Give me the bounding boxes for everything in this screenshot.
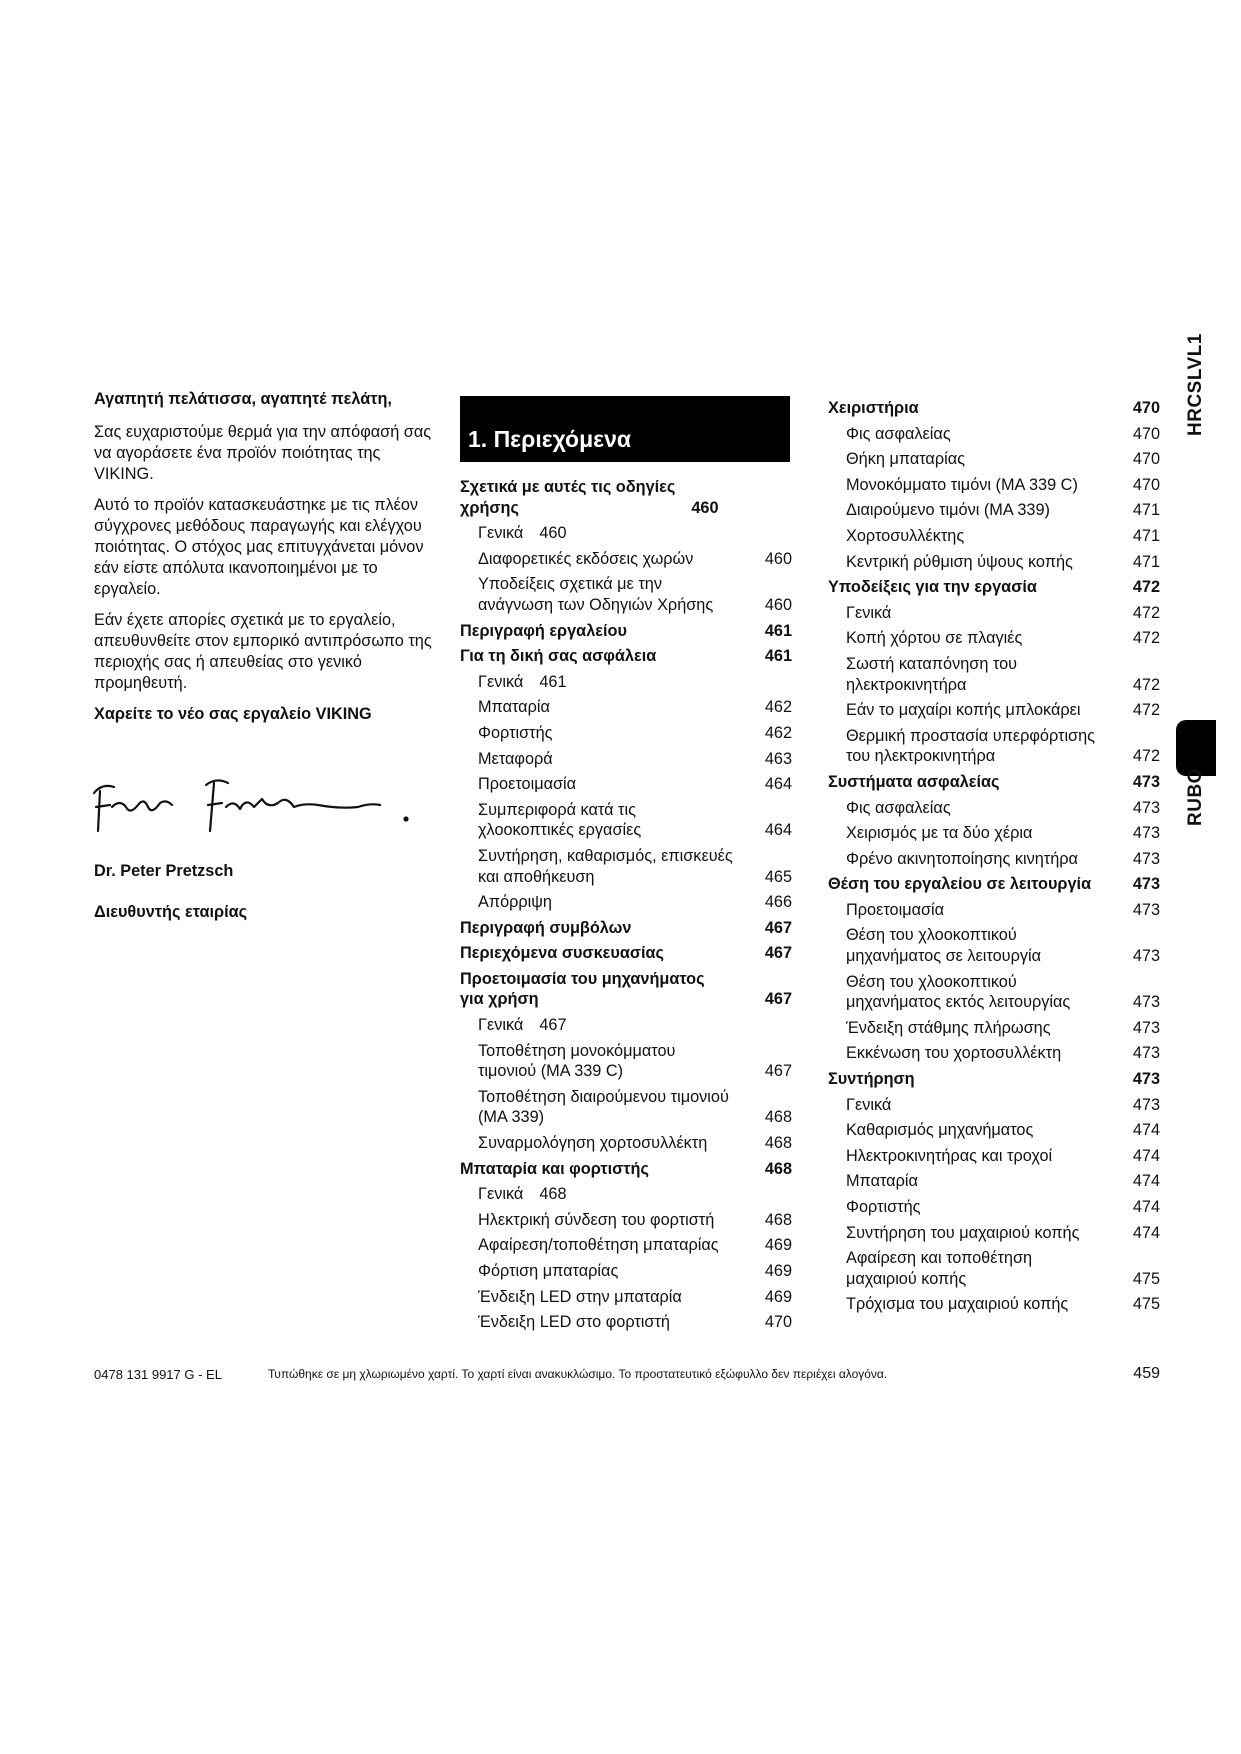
page-number: 459 — [1133, 1365, 1160, 1382]
toc-entry-page: 473 — [1132, 947, 1160, 966]
toc-entry-title: Θέση του εργαλείου σε λειτουργία — [828, 875, 1092, 894]
toc-entry-title: Συναρμολόγηση χορτοσυλλέκτη — [478, 1134, 708, 1153]
page-footer — [94, 1365, 1160, 1389]
toc-entry-page: 473 — [1132, 824, 1160, 843]
toc-entry-page: 461 — [764, 621, 792, 640]
side-label-top: HRCSLVL1 — [1185, 333, 1206, 436]
toc-entry-title: Γενικά — [478, 1016, 524, 1035]
toc-entry-title: Γενικά — [478, 1185, 524, 1204]
toc-entry — [828, 823, 1160, 844]
toc-entry-page: 463 — [764, 749, 792, 768]
toc-entry-page: 462 — [764, 698, 792, 717]
toc-entry — [460, 1287, 792, 1308]
toc-entry-title: Θερμική προστασία υπερφόρτισης του ηλεκτροκινητήρα — [846, 726, 1096, 766]
toc-entry-page: 469 — [764, 1287, 792, 1306]
toc-entry-page: 468 — [539, 1185, 567, 1204]
toc-entry — [460, 774, 792, 795]
toc-entry-title: Ένδειξη στάθμης πλήρωσης — [846, 1018, 1051, 1037]
letter-paragraph-2: Αυτό το προϊόν κατασκευάστηκε με τις πλέον σύγχρονες μεθόδους παραγωγής και ελέγχου ποιότητας. Ο στόχος μας επιτυγχάνεται μόνον εάν είστε απόλυτα ικανοποιημένοι με το εργαλείο. — [94, 496, 424, 598]
toc-entry — [460, 549, 792, 570]
toc-entry-title: Σχετικά με αυτές τις οδηγίες χρήσης — [460, 478, 676, 517]
toc-entry — [460, 1235, 792, 1256]
toc-entry — [828, 726, 1160, 767]
toc-entry-title: Απόρριψη — [478, 893, 552, 912]
toc-entry-title: Προετοιμασία του μηχανήματος για χρήση — [460, 969, 705, 1009]
toc-entry — [828, 925, 1160, 966]
signer-role: Διευθυντής εταιρίας — [94, 903, 248, 921]
toc-entry-title: Συντήρηση του μαχαιριού κοπής — [846, 1223, 1080, 1242]
toc-entry — [828, 1018, 1160, 1039]
toc-entry — [828, 552, 1160, 573]
toc-entry — [828, 398, 1160, 419]
toc-entry-page: 460 — [764, 595, 792, 614]
toc-entry-page: 473 — [1132, 1018, 1160, 1037]
toc-entry — [460, 1184, 792, 1205]
toc-entry-page: 474 — [1132, 1146, 1160, 1165]
toc-entry — [460, 892, 792, 913]
toc-entry-page: 468 — [764, 1108, 792, 1127]
toc-entry-page: 467 — [539, 1016, 567, 1035]
toc-entry-title: Περιγραφή συμβόλων — [460, 918, 632, 937]
handwritten-signature — [90, 769, 430, 839]
toc-entry-title: Διαφορετικές εκδόσεις χωρών — [478, 549, 694, 568]
toc-entry — [460, 1133, 792, 1154]
toc-entry-title: Συντήρηση — [828, 1070, 915, 1089]
toc-entry — [828, 1120, 1160, 1141]
toc-entry-page: 472 — [1132, 578, 1160, 597]
toc-entry-page: 467 — [764, 990, 792, 1009]
toc-entry-title: Θέση του χλοοκοπτικού μηχανήματος σε λειτουργία — [846, 926, 1042, 966]
toc-entry-title: Γενικά — [846, 1095, 892, 1114]
toc-entry-title: Φις ασφαλείας — [846, 798, 951, 817]
toc-entry — [460, 523, 792, 544]
welcome-letter — [94, 389, 434, 933]
toc-entry-page: 460 — [539, 524, 567, 543]
toc-entry-page: 467 — [764, 918, 792, 937]
toc-entry-page: 473 — [1132, 900, 1160, 919]
toc-entry-page: 472 — [1132, 675, 1160, 694]
toc-entry-title: Προετοιμασία — [846, 900, 945, 919]
toc-entry — [828, 972, 1160, 1013]
toc-entry-title: Φόρτιση μπαταρίας — [478, 1262, 619, 1280]
toc-entry-title: Γενικά — [478, 672, 524, 691]
letter-greeting: Αγαπητή πελάτισσα, αγαπητέ πελάτη, — [94, 390, 392, 408]
toc-entry-page: 472 — [1132, 701, 1160, 720]
toc-entry-page: 474 — [1132, 1121, 1160, 1140]
toc-entry — [460, 846, 792, 887]
toc-entry-title: Περιεχόμενα συσκευασίας — [460, 944, 664, 963]
toc-entry — [828, 449, 1160, 470]
toc-entry — [460, 800, 792, 841]
toc-column-right — [828, 398, 1160, 1320]
toc-entry-title: Υποδείξεις για την εργασία — [828, 578, 1037, 597]
toc-entry — [460, 1015, 792, 1036]
toc-entry-title: Θέση του χλοοκοπτικού μηχανήματος εκτός λειτουργίας — [846, 972, 1071, 1012]
toc-entry-page: 473 — [1132, 993, 1160, 1012]
document-code: 0478 131 9917 G - EL — [94, 1367, 222, 1382]
toc-entry — [828, 772, 1160, 793]
toc-entry-title: Για τη δική σας ασφάλεια — [460, 647, 657, 666]
toc-entry-page: 470 — [764, 1313, 792, 1332]
toc-entry — [828, 475, 1160, 496]
toc-entry-title: Μονοκόμματο τιμόνι (MA 339 C) — [846, 475, 1078, 494]
toc-entry-page: 461 — [764, 647, 792, 666]
side-label-bottom: RUBO — [1185, 768, 1206, 826]
toc-entry-page: 473 — [1132, 875, 1160, 894]
toc-entry — [828, 1095, 1160, 1116]
toc-entry — [460, 1041, 792, 1082]
toc-entry-page: 461 — [539, 672, 567, 691]
toc-entry-page: 471 — [1132, 526, 1160, 545]
toc-entry — [828, 1197, 1160, 1218]
toc-entry — [460, 918, 792, 939]
toc-entry-title: Διαιρούμενο τιμόνι (MA 339) — [846, 501, 1050, 520]
toc-entry — [828, 424, 1160, 445]
toc-entry-title: Καθαρισμός μηχανήματος — [846, 1121, 1034, 1140]
toc-entry — [828, 900, 1160, 921]
toc-entry — [460, 574, 792, 615]
toc-entry-page: 464 — [764, 821, 792, 840]
toc-entry-page: 471 — [1132, 552, 1160, 571]
toc-entry-title: Θήκη μπαταρίας — [846, 450, 965, 469]
toc-entry-title: Ηλεκτρική σύνδεση του φορτιστή — [478, 1210, 715, 1229]
toc-entry — [828, 1294, 1160, 1315]
toc-entry — [828, 577, 1160, 598]
toc-entry — [460, 1087, 792, 1128]
toc-entry-title: Χορτοσυλλέκτης — [846, 526, 965, 545]
toc-entry-page: 467 — [764, 1062, 792, 1081]
toc-entry — [828, 1223, 1160, 1244]
toc-entry-page: 468 — [764, 1134, 792, 1153]
toc-entry-page: 472 — [1132, 603, 1160, 622]
toc-entry-page: 473 — [1132, 772, 1160, 791]
toc-entry-page: 462 — [764, 723, 792, 742]
toc-entry-title: Χειριστήρια — [828, 399, 919, 417]
print-note: Τυπώθηκε σε μη χλωριωμένο χαρτί. Το χαρτί είναι ανακυκλώσιμο. Το προστατευτικό εξώφυλλο δεν περιέχει αλογόνα. — [268, 1367, 888, 1381]
toc-entry-title: Κοπή χόρτου σε πλαγιές — [846, 629, 1023, 648]
toc-column-middle — [460, 477, 792, 1338]
toc-entry — [828, 1146, 1160, 1167]
signer-name: Dr. Peter Pretzsch — [94, 862, 234, 880]
toc-entry-page: 460 — [691, 498, 719, 517]
toc-entry-page: 473 — [1132, 798, 1160, 817]
letter-paragraph-1: Σας ευχαριστούμε θερμά για την απόφασή σας να αγοράσετε ένα προϊόν ποιότητας της VIKING. — [94, 423, 432, 483]
toc-entry-title: Φορτιστής — [846, 1198, 921, 1216]
toc-entry-page: 465 — [764, 867, 792, 886]
toc-entry-page: 474 — [1132, 1223, 1160, 1242]
toc-entry-page: 470 — [1132, 399, 1160, 417]
toc-entry-page: 472 — [1132, 747, 1160, 766]
toc-entry-title: Κεντρική ρύθμιση ύψους κοπής — [846, 552, 1073, 571]
toc-entry — [460, 697, 792, 718]
toc-entry-title: Φις ασφαλείας — [846, 424, 951, 443]
toc-title: 1. Περιεχόμενα — [460, 396, 790, 462]
toc-entry-title: Αφαίρεση και τοποθέτηση μαχαιριού κοπής — [846, 1249, 1033, 1288]
toc-entry-title: Εάν το μαχαίρι κοπής μπλοκάρει — [846, 701, 1081, 720]
toc-entry-title: Εκκένωση του χορτοσυλλέκτη — [846, 1044, 1062, 1063]
toc-entry — [460, 672, 792, 693]
toc-entry — [828, 1043, 1160, 1064]
toc-entry — [828, 526, 1160, 547]
toc-entry-page: 474 — [1132, 1198, 1160, 1216]
toc-entry-title: Υποδείξεις σχετικά με την ανάγνωση των Οδηγιών Χρήσης — [478, 575, 714, 614]
toc-entry-title: Γενικά — [846, 603, 892, 622]
toc-entry-page: 473 — [1132, 1044, 1160, 1063]
toc-entry-page: 469 — [764, 1236, 792, 1255]
toc-entry-title: Ηλεκτροκινητήρας και τροχοί — [846, 1146, 1053, 1165]
toc-entry-page: 473 — [1132, 849, 1160, 868]
toc-entry — [460, 1159, 792, 1180]
toc-entry-title: Φρένο ακινητοποίησης κινητήρα — [846, 849, 1078, 868]
toc-entry-title: Χειρισμός με τα δύο χέρια — [846, 824, 1033, 843]
toc-entry-page: 470 — [1132, 450, 1160, 469]
toc-entry-title: Αφαίρεση/τοποθέτηση μπαταρίας — [478, 1236, 719, 1255]
toc-entry-title: Τρόχισμα του μαχαιριού κοπής — [846, 1295, 1069, 1314]
toc-entry — [460, 477, 792, 518]
toc-entry — [460, 621, 792, 642]
toc-entry-page: 468 — [764, 1210, 792, 1229]
toc-entry-title: Τοποθέτηση διαιρούμενου τιμονιού (MA 339) — [478, 1087, 729, 1127]
toc-entry — [828, 628, 1160, 649]
toc-entry-page: 470 — [1132, 475, 1160, 494]
toc-entry-title: Φορτιστής — [478, 723, 553, 742]
toc-entry — [460, 1210, 792, 1231]
toc-entry — [828, 874, 1160, 895]
toc-entry-title: Μπαταρία και φορτιστής — [460, 1159, 649, 1178]
toc-entry-title: Μεταφορά — [478, 749, 553, 768]
toc-entry-title: Προετοιμασία — [478, 775, 577, 794]
toc-entry — [460, 749, 792, 770]
toc-entry-title: Συντήρηση, καθαρισμός, επισκευές και αποθήκευση — [478, 846, 733, 886]
toc-entry — [460, 1312, 792, 1333]
toc-entry — [460, 943, 792, 964]
toc-entry — [828, 603, 1160, 624]
toc-entry-title: Συμπεριφορά κατά τις χλοοκοπτικές εργασίες — [478, 800, 642, 840]
toc-entry-page: 474 — [1132, 1172, 1160, 1191]
toc-entry — [828, 1069, 1160, 1090]
toc-entry — [828, 654, 1160, 695]
toc-entry — [460, 646, 792, 667]
toc-entry-page: 464 — [764, 775, 792, 794]
toc-entry — [828, 849, 1160, 870]
toc-entry-page: 470 — [1132, 424, 1160, 443]
toc-entry-title: Συστήματα ασφαλείας — [828, 772, 1000, 791]
toc-entry-title: Μπαταρία — [478, 698, 550, 717]
toc-entry-page: 468 — [764, 1159, 792, 1178]
toc-entry-page: 475 — [1132, 1295, 1160, 1314]
toc-entry-title: Γενικά — [478, 524, 524, 543]
toc-entry-page: 471 — [1132, 501, 1160, 520]
toc-entry-page: 473 — [1132, 1070, 1160, 1089]
toc-entry-page: 473 — [1132, 1095, 1160, 1114]
toc-entry — [828, 1248, 1160, 1289]
toc-entry — [828, 700, 1160, 721]
toc-entry — [828, 500, 1160, 521]
toc-entry — [460, 969, 792, 1010]
toc-entry-page: 460 — [764, 549, 792, 568]
toc-entry — [460, 1261, 792, 1282]
toc-entry-page: 469 — [764, 1262, 792, 1280]
toc-entry — [828, 1171, 1160, 1192]
toc-entry-title: Ένδειξη LED στο φορτιστή — [478, 1313, 670, 1332]
toc-entry-title: Ένδειξη LED στην μπαταρία — [478, 1287, 682, 1306]
toc-entry-page: 475 — [1132, 1269, 1160, 1288]
toc-entry-title: Περιγραφή εργαλείου — [460, 621, 627, 640]
toc-entry-page: 466 — [764, 893, 792, 912]
toc-entry-page: 467 — [764, 944, 792, 963]
toc-entry — [460, 723, 792, 744]
toc-entry — [828, 798, 1160, 819]
letter-closing: Χαρείτε το νέο σας εργαλείο VIKING — [94, 705, 372, 723]
toc-entry-title: Τοποθέτηση μονοκόμματου τιμονιού (MA 339 C) — [478, 1041, 676, 1081]
letter-paragraph-3: Εάν έχετε απορίες σχετικά με το εργαλείο, απευθυνθείτε στον εμπορικό αντιπρόσωπο της περιοχής σας ή απευθείας στο γενικό προμηθευτή. — [94, 611, 432, 692]
toc-entry-page: 472 — [1132, 629, 1160, 648]
toc-entry-title: Μπαταρία — [846, 1172, 918, 1191]
toc-entry-title: Σωστή καταπόνηση του ηλεκτροκινητήρα — [846, 654, 1018, 694]
